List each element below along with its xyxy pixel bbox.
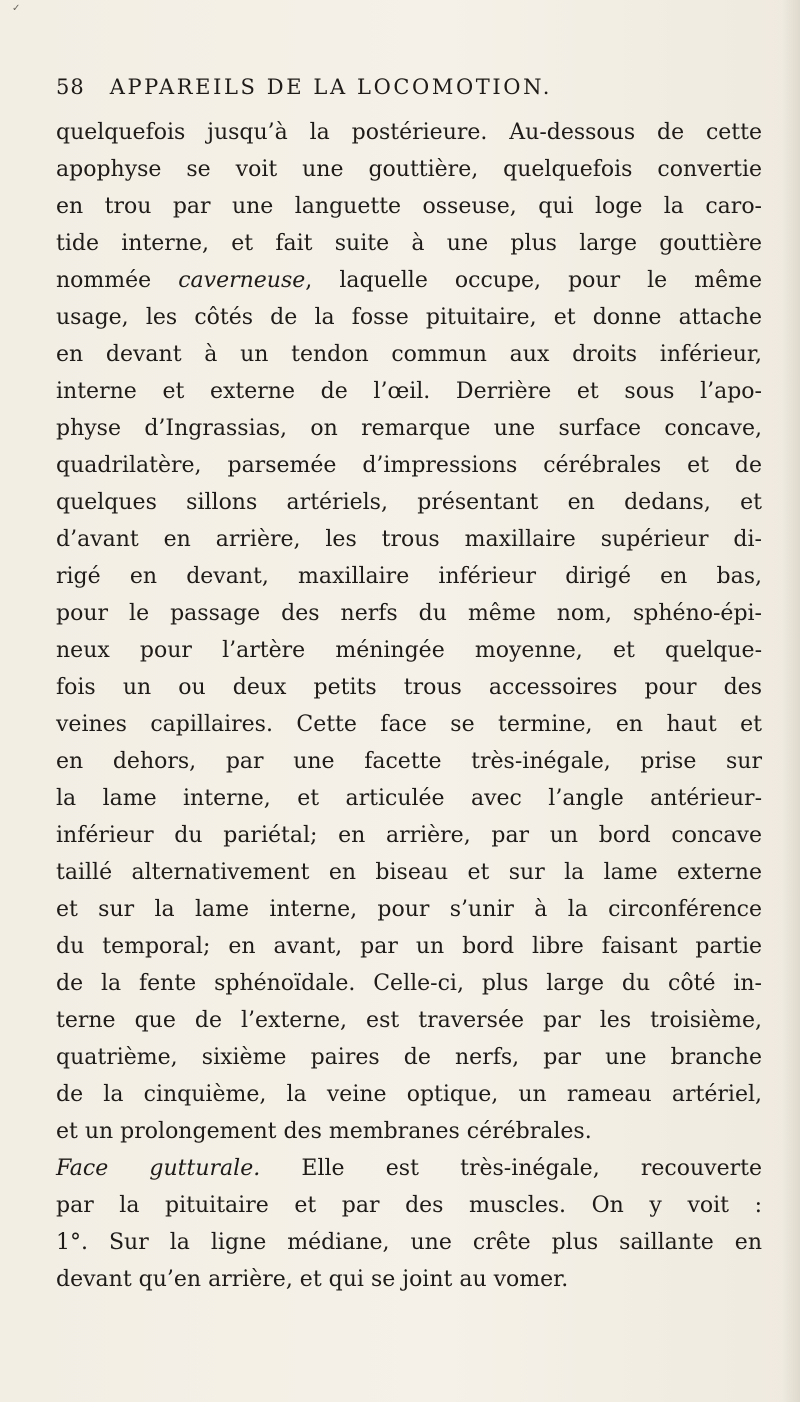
text-line: veines capillaires. Cette face se termine, en haut et (56, 712, 762, 737)
text-line: de la cinquième, la veine optique, un rameau artériel, (56, 1082, 762, 1107)
body-text (56, 114, 762, 1384)
text-line: et un prolongement des membranes cérébrales. (56, 1119, 592, 1144)
text-line: d’avant en arrière, les trous maxillaire supérieur di- (56, 527, 762, 552)
text-fragment: , laquelle occupe, pour le même (305, 268, 762, 293)
text-line: et sur la lame interne, pour s’unir à la circonférence (56, 897, 762, 922)
text-line: 1°. Sur la ligne médiane, une crête plus saillante en (56, 1230, 762, 1255)
running-title: APPAREILS DE LA LOCOMOTION. (109, 75, 553, 99)
text-line: taillé alternativement en biseau et sur la lame externe (56, 860, 762, 885)
page-number: 58 (56, 75, 85, 99)
text-line: quelques sillons artériels, présentant en dedans, et (56, 490, 762, 515)
text-line: terne que de l’externe, est traversée par les troisième, (56, 1008, 762, 1033)
text-line: devant qu’en arrière, et qui se joint au vomer. (56, 1267, 569, 1292)
text-line (56, 1150, 762, 1187)
text-line: neux pour l’artère méningée moyenne, et quelque- (56, 638, 762, 663)
text-line: en dehors, par une facette très-inégale, prise sur (56, 749, 762, 774)
text-line: interne et externe de l’œil. Derrière et sous l’apo- (56, 379, 762, 404)
text-line: quadrilatère, parsemée d’impressions cérébrales et de (56, 453, 762, 478)
text-line: tide interne, et fait suite à une plus large gouttière (56, 231, 762, 256)
text-line: apophyse se voit une gouttière, quelquefois convertie (56, 157, 762, 182)
text-fragment: Elle est très-inégale, recouverte (260, 1156, 762, 1181)
running-head (56, 72, 756, 102)
text-line: usage, les côtés de la fosse pituitaire, et donne attache (56, 305, 762, 330)
text-line: par la pituitaire et par des muscles. On y voit : (56, 1193, 762, 1218)
italic-term: caverneuse (178, 268, 306, 293)
text-line: rigé en devant, maxillaire inférieur dirigé en bas, (56, 564, 762, 589)
text-line (56, 262, 762, 299)
text-line: en trou par une languette osseuse, qui loge la caro- (56, 194, 762, 219)
section-heading: Face gutturale. (56, 1156, 261, 1181)
text-line: du temporal; en avant, par un bord libre faisant partie (56, 934, 762, 959)
text-line: la lame interne, et articulée avec l’angle antérieur- (56, 786, 762, 811)
text-fragment: nommée (56, 268, 179, 293)
text-line: fois un ou deux petits trous accessoires pour des (56, 675, 762, 700)
text-line: pour le passage des nerfs du même nom, sphéno-épi- (56, 601, 762, 626)
text-line: quatrième, sixième paires de nerfs, par une branche (56, 1045, 762, 1070)
page-edge-shadow (782, 0, 800, 1402)
corner-mark: ✓ (12, 3, 21, 14)
text-line: physe d’Ingrassias, on remarque une surface concave, (56, 416, 762, 441)
text-line: inférieur du pariétal; en arrière, par un bord concave (56, 823, 762, 848)
text-line: quelquefois jusqu’à la postérieure. Au-dessous de cette (56, 120, 762, 145)
text-line: en devant à un tendon commun aux droits inférieur, (56, 342, 762, 367)
text-line: de la fente sphénoïdale. Celle-ci, plus large du côté in- (56, 971, 762, 996)
